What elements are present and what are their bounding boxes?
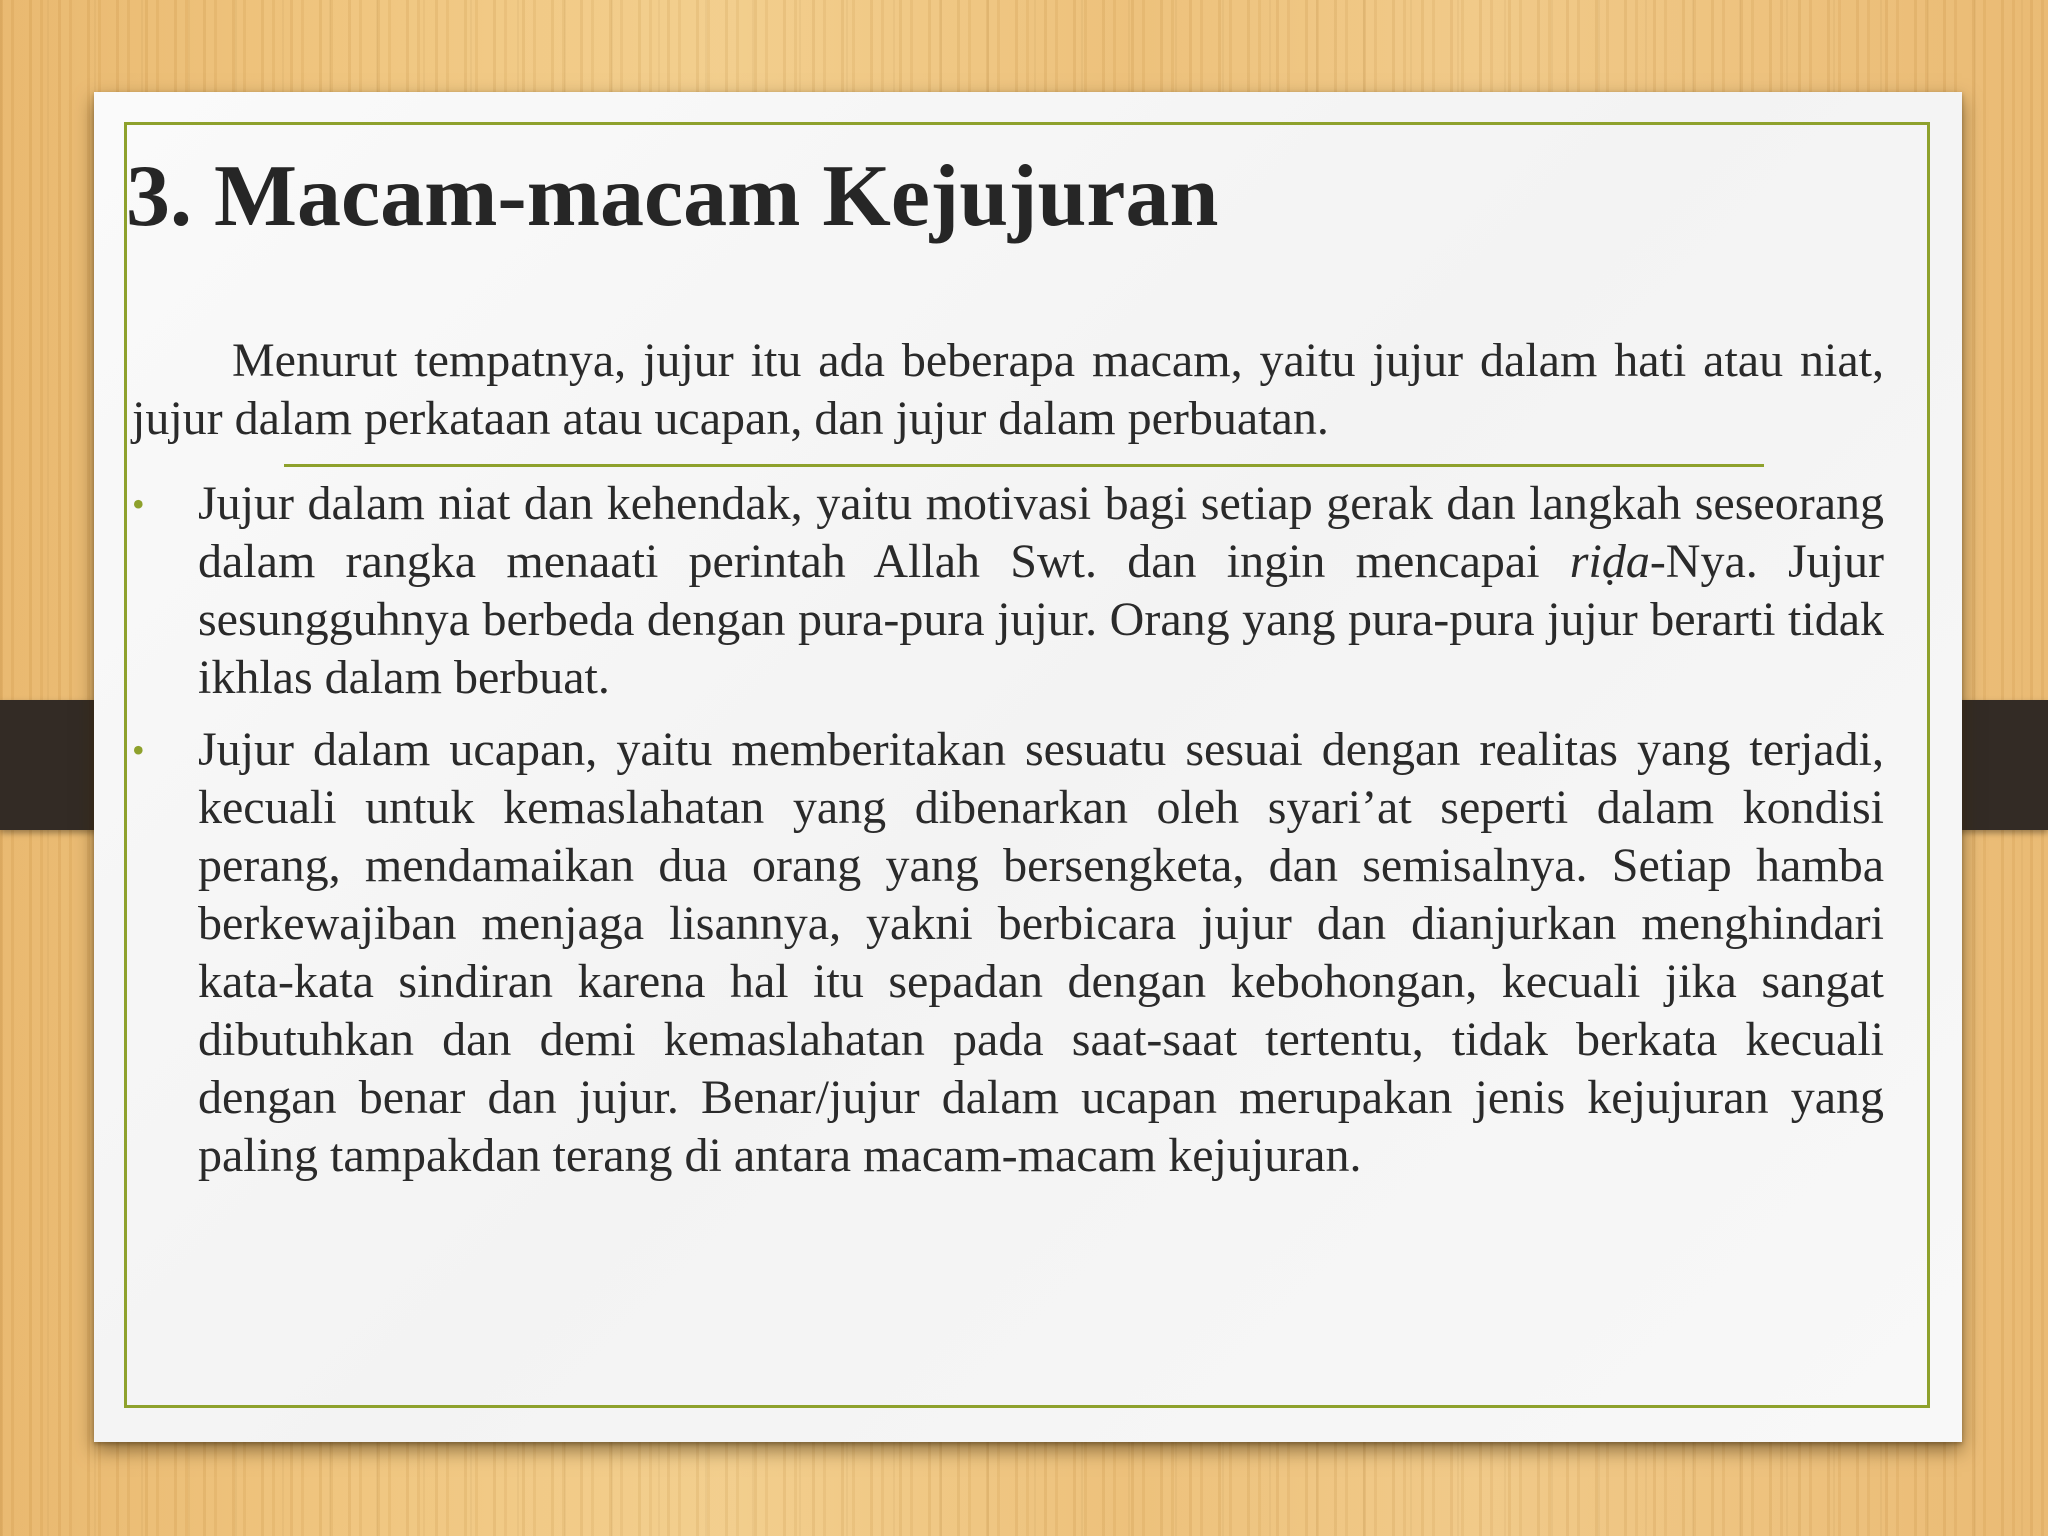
- bullet-item-niat: [132, 475, 1884, 707]
- intro-paragraph: Menurut tempatnya, jujur itu ada beberapa macam, yaitu jujur dalam hati atau niat, jujur dalam perkataan atau ucapan, dan jujur dalam perbuatan.: [132, 334, 1884, 445]
- slide-content: [132, 332, 1884, 1199]
- slide-title: 3. Macam-macam Kejujuran: [126, 148, 1219, 245]
- bullet-list: [132, 475, 1884, 1185]
- bullet-text: Jujur dalam niat dan kehendak, yaitu motivasi bagi setiap gerak dan langkah seseorang dalam rangka menaati perintah Allah Swt. dan ingin mencapai: [198, 477, 1884, 588]
- bullet-italic-term: riḍa: [1569, 535, 1650, 588]
- bullet-text-continued: -Nya. Jujur sesungguhnya berbeda dengan pura-pura jujur. Orang yang pura-pura jujur berarti tidak ikhlas dalam berbuat.: [198, 535, 1885, 704]
- bullet-dot-icon: •: [132, 484, 145, 524]
- divider-line: [284, 464, 1764, 467]
- bullet-text: Jujur dalam ucapan, yaitu memberitakan sesuatu sesuai dengan realitas yang terjadi, kecuali untuk kemaslahatan yang dibenarkan oleh syari’at seperti dalam kondisi perang, mendamaikan dua orang yang bersengketa, dan semisalnya. Setiap hamba berkewajiban menjaga lisannya, yakni berbicara jujur dan dianjurkan menghindari kata-kata sindiran karena hal itu sepadan dengan kebohongan, kecuali jika sangat dibutuhkan dan demi kemaslahatan pada saat-saat tertentu, tidak berkata kecuali dengan benar dan jujur. Benar/jujur dalam ucapan merupakan jenis kejujuran yang paling tampakdan terang di antara macam-macam kejujuran.: [198, 723, 1884, 1182]
- bullet-dot-icon: •: [132, 730, 145, 770]
- bullet-item-ucapan: [132, 721, 1884, 1185]
